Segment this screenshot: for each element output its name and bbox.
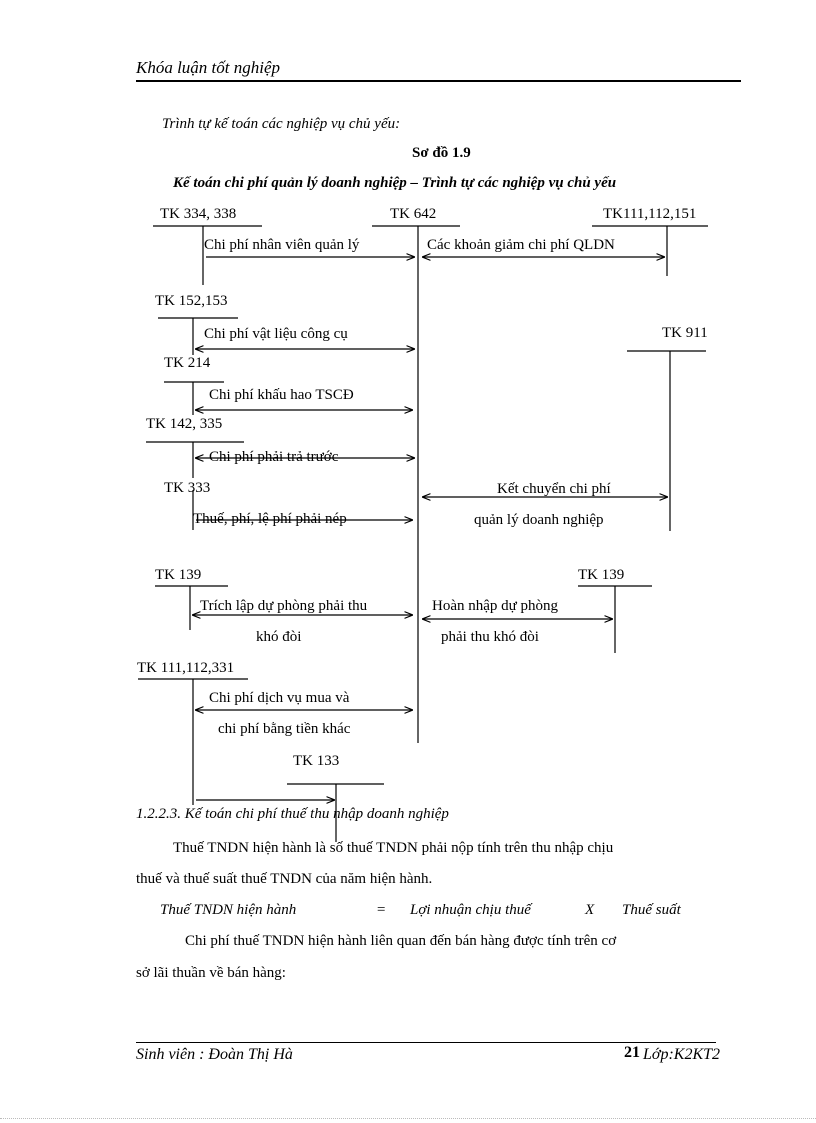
diagram-title: Kế toán chi phí quản lý doanh nghiệp – Trình tự các nghiệp vụ chủ yếu <box>173 175 617 191</box>
entry-transfer-line2: quản lý doanh nghiệp <box>474 512 604 528</box>
paragraph-2-line2: sở lãi thuần về bán hàng: <box>136 965 286 981</box>
entry-services-line1: Chi phí dịch vụ mua và <box>209 690 350 706</box>
account-tk142: TK 142, 335 <box>146 416 223 432</box>
entry-prepaid-cost: Chi phí phải trả trước <box>209 449 339 465</box>
account-tk642: TK 642 <box>390 206 437 222</box>
entry-transfer-line1: Kết chuyển chi phí <box>497 481 611 497</box>
entry-materials-cost: Chi phí vật liệu công cụ <box>204 326 348 342</box>
footer-student: Sinh viên : Đoàn Thị Hà <box>136 1046 293 1063</box>
entry-provision-line2: khó đòi <box>256 629 302 645</box>
entry-services-line2: chi phí bằng tiền khác <box>218 721 351 737</box>
account-tk214: TK 214 <box>164 355 211 371</box>
account-tk111-bottom: TK 111,112,331 <box>137 660 235 676</box>
entry-reversal-line1: Hoàn nhập dự phòng <box>432 598 559 614</box>
intro-text: Trình tự kế toán các nghiệp vụ chủ yếu: <box>162 116 401 132</box>
entry-depreciation: Chi phí khấu hao TSCĐ <box>209 387 354 403</box>
account-tk911: TK 911 <box>662 325 708 341</box>
header-title: Khóa luận tốt nghiệp <box>136 58 281 77</box>
page-edge <box>0 1118 816 1119</box>
formula-left: Thuế TNDN hiện hành <box>160 902 297 918</box>
section-heading: 1.2.2.3. Kế toán chi phí thuế thu nhập doanh nghiệp <box>136 806 449 822</box>
entry-staff-cost: Chi phí nhân viên quản lý <box>204 237 360 253</box>
formula-term2: Thuế suất <box>622 902 681 918</box>
page-number: 21 <box>624 1044 640 1061</box>
formula-equals: = <box>376 902 387 918</box>
entry-taxes-fees: Thuế, phí, lệ phí phải nép <box>193 511 347 527</box>
account-tk139-right: TK 139 <box>578 567 625 583</box>
account-tk111-top: TK111,112,151 <box>603 206 697 222</box>
formula-times: X <box>585 902 595 918</box>
account-tk152: TK 152,153 <box>155 293 228 309</box>
diagram-label: Sơ đồ 1.9 <box>412 145 471 161</box>
account-tk133: TK 133 <box>293 753 340 769</box>
account-tk139-left: TK 139 <box>155 567 202 583</box>
paragraph-1-line2: thuế và thuế suất thuế TNDN của năm hiện hành. <box>136 871 433 887</box>
entry-provision-line1: Trích lập dự phòng phải thu <box>200 598 368 614</box>
entry-reversal-line2: phải thu khó đòi <box>441 629 539 645</box>
paragraph-1-line1: Thuế TNDN hiện hành là số thuế TNDN phải nộp tính trên thu nhập chịu <box>173 840 614 856</box>
footer-rule <box>136 1042 716 1043</box>
formula-term1: Lợi nhuận chịu thuế <box>410 902 531 918</box>
footer-class: Lớp:K2KT2 <box>643 1046 721 1063</box>
paragraph-2-line1: Chi phí thuế TNDN hiện hành liên quan đến bán hàng được tính trên cơ <box>185 933 617 949</box>
account-tk334: TK 334, 338 <box>160 206 237 222</box>
account-tk333: TK 333 <box>164 480 211 496</box>
entry-cost-reduction: Các khoản giảm chi phí QLDN <box>427 237 615 253</box>
